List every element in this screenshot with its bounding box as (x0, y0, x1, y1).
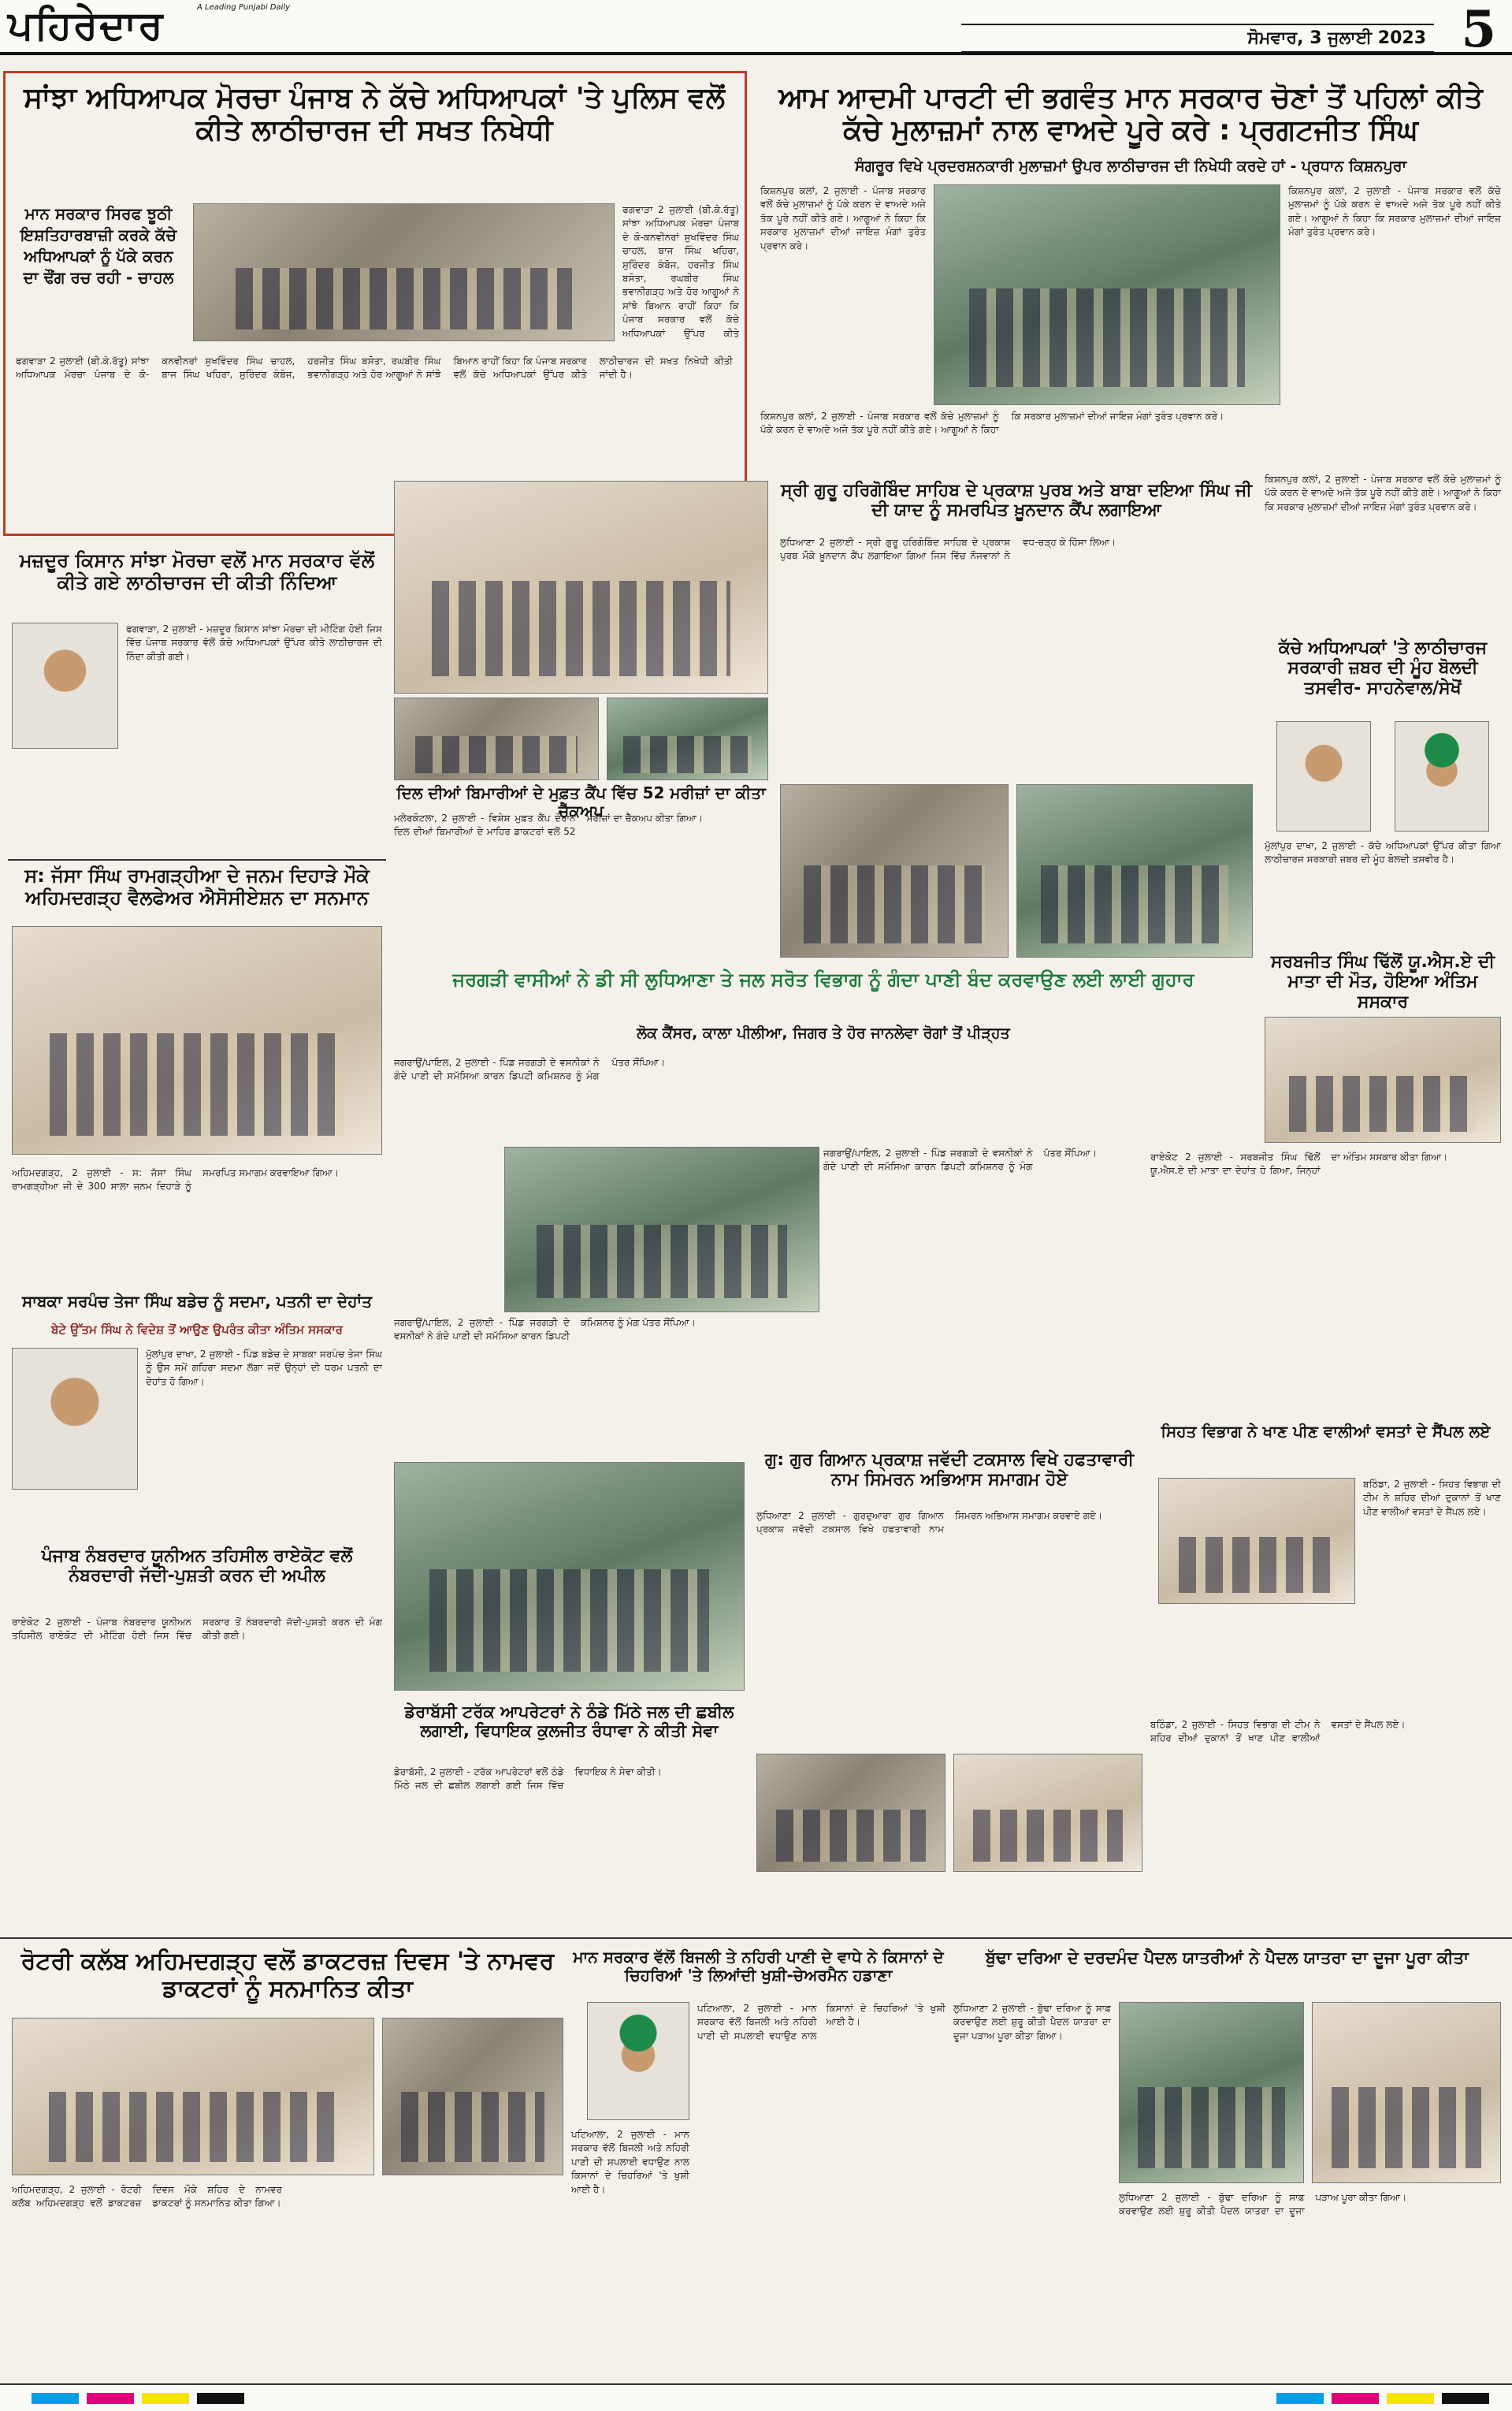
newspaper-logo: ਪਹਿਰੇਦਾਰ (8, 2, 165, 48)
lathicharge-portrait-2 (1395, 721, 1489, 832)
divider (0, 1937, 1512, 1939)
aap-group-photo (934, 184, 1280, 405)
cyan-swatch (1276, 2393, 1324, 2404)
mazdoor-headline: ਮਜ਼ਦੂਰ ਕਿਸਾਨ ਸਾਂਝਾ ਮੋਰਚਾ ਵਲੋਂ ਮਾਨ ਸਰਕਾਰ ਵੱਲੋਂ ਕੀਤੇ ਗਏ ਲਾਠੀਚਾਰਜ ਦੀ ਕੀਤੀ ਨਿੰਦਿਆ (19, 549, 375, 593)
sarabjit-headline: ਸਰਬਜੀਤ ਸਿੰਘ ਢਿੱਲੋਂ ਯੂ.ਐਸ.ਏ ਦੀ ਮਾਤਾ ਦੀ ਮੌਤ, ਹੋਇਆ ਅੰਤਿਮ ਸਸਕਾਰ (1270, 952, 1495, 1012)
morcha-body-right: ਫਗਵਾੜਾ 2 ਜੁਲਾਈ (ਬੀ.ਕੇ.ਰੱਤੂ) ਸਾਂਝਾ ਅਧਿਆਪਕ ਮੋਰਚਾ ਪੰਜਾਬ ਦੇ ਕੋ-ਕਨਵੀਨਰਾਂ ਸੁਖਵਿੰਦਰ ਸਿੰਘ ਚਾਹਲ, ਬਾਜ ਸਿੰਘ ਖਹਿਰਾ, ਸੁਰਿੰਦਰ ਕੰਬੋਜ, ਹਰਜੀਤ ਸਿੰਘ ਬਸੋਤਾ, ਰਘਬੀਰ ਸਿੰਘ ਭਵਾਨੀਗੜ੍ਹ ਅਤੇ ਹੋਰ ਆਗੂਆਂ ਨੇ ਸਾਂਝੇ ਬਿਆਨ ਰਾਹੀਂ ਕਿਹਾ ਕਿ ਪੰਜਾਬ ਸਰਕਾਰ ਵਲੋਂ ਕੱਚੇ ਅਧਿਆਪਕਾਂ ਉੱਪਰ ਕੀਤੇ (622, 204, 739, 339)
guru-harigobind-photo-2 (1016, 784, 1253, 958)
morcha-deck: ਮਾਨ ਸਰਕਾਰ ਸਿਰਫ ਝੂਠੀ ਇਸ਼ਤਿਹਾਰਬਾਜ਼ੀ ਕਰਕੇ ਕੱਚੇ ਅਧਿਆਪਕਾਂ ਨੂੰ ਪੱਕੇ ਕਰਨ ਦਾ ਢੌਂਗ ਰਚ ਰਹੀ - ਚਾਹਲ (20, 204, 177, 287)
aap-body-right: ਕਿਸ਼ਨਪੁਰ ਕਲਾਂ, 2 ਜੁਲਾਈ - ਪੰਜਾਬ ਸਰਕਾਰ ਵਲੋਂ ਕੱਚੇ ਮੁਲਾਜ਼ਮਾਂ ਨੂੰ ਪੱਕੇ ਕਰਨ ਦੇ ਵਾਅਦੇ ਅਜੇ ਤੱਕ ਪੂਰੇ ਨਹੀਂ ਕੀਤੇ ਗਏ। ਆਗੂਆਂ ਨੇ ਕਿਹਾ ਕਿ ਸਰਕਾਰ ਮੁਲਾਜ਼ਮਾਂ ਦੀਆਂ ਜਾਇਜ਼ ਮੰਗਾਂ ਤੁਰੰਤ ਪ੍ਰਵਾਨ ਕਰੇ। (1288, 185, 1501, 238)
rotary-photo-1 (12, 2018, 374, 2175)
gurmat-headline: ਗੁ: ਗੁਰ ਗਿਆਨ ਪ੍ਰਕਾਸ਼ ਜਵੱਦੀ ਟਕਸਾਲ ਵਿਖੇ ਹਫਤਾਵਾਰੀ ਨਾਮ ਸਿਮਰਨ ਅਭਿਆਸ ਸਮਾਗਮ ਹੋਏ (764, 1450, 1135, 1490)
heart-camp-photo-1 (394, 481, 768, 694)
aap-body-left: ਕਿਸ਼ਨਪੁਰ ਕਲਾਂ, 2 ਜੁਲਾਈ - ਪੰਜਾਬ ਸਰਕਾਰ ਵਲੋਂ ਕੱਚੇ ਮੁਲਾਜ਼ਮਾਂ ਨੂੰ ਪੱਕੇ ਕਰਨ ਦੇ ਵਾਅਦੇ ਅਜੇ ਤੱਕ ਪੂਰੇ ਨਹੀਂ ਕੀਤੇ ਗਏ। ਆਗੂਆਂ ਨੇ ਕਿਹਾ ਕਿ ਸਰਕਾਰ ਮੁਲਾਜ਼ਮਾਂ ਦੀਆਂ ਜਾਇਜ਼ ਮੰਗਾਂ ਤੁਰੰਤ ਪ੍ਰਵਾਨ ਕਰੇ। (760, 185, 926, 251)
black-swatch (197, 2393, 244, 2404)
sihat-photo (1158, 1478, 1355, 1604)
ramgarhia-body: ਅਹਿਮਦਗੜ੍ਹ, 2 ਜੁਲਾਈ - ਸ: ਜੱਸਾ ਸਿੰਘ ਰਾਮਗੜ੍ਹੀਆ ਜੀ ਦੇ 300 ਸਾਲਾ ਜਨਮ ਦਿਹਾੜੇ ਨੂੰ ਸਮਰਪਿਤ ਸਮਾਗਮ ਕਰਵਾਇਆ ਗਿਆ। (12, 1167, 340, 1192)
sihat-body: ਬਠਿੰਡਾ, 2 ਜੁਲਾਈ - ਸਿਹਤ ਵਿਭਾਗ ਦੀ ਟੀਮ ਨੇ ਸ਼ਹਿਰ ਦੀਆਂ ਦੁਕਾਨਾਂ ਤੋਂ ਖਾਣ ਪੀਣ ਵਾਲੀਆਂ ਵਸਤਾਂ ਦੇ ਸੈਂਪਲ ਲਏ। (1363, 1479, 1501, 1517)
lathicharge-headline: ਕੱਚੇ ਅਧਿਆਪਕਾਂ 'ਤੇ ਲਾਠੀਚਾਰਜ ਸਰਕਾਰੀ ਜ਼ਬਰ ਦੀ ਮੂੰਹ ਬੋਲਦੀ ਤਸਵੀਰ- ਸਾਹਨੇਵਾਲ/ਸੇਖੋਂ (1278, 638, 1488, 698)
heart-camp-photo-3 (607, 698, 768, 780)
lathicharge-portrait-1 (1276, 721, 1371, 832)
gurmat-photo-2 (953, 1754, 1142, 1872)
bijli-portrait (587, 2002, 689, 2120)
sihat-headline: ਸਿਹਤ ਵਿਭਾਗ ਨੇ ਖਾਣ ਪੀਣ ਵਾਲੀਆਂ ਵਸਤਾਂ ਦੇ ਸੈਂਪਲ ਲਏ (1161, 1422, 1491, 1441)
budha-dariya-photo-1 (1119, 2002, 1304, 2183)
tagline: A Leading Punjabi Daily (197, 3, 291, 12)
divider (8, 859, 386, 861)
guru-harigobind-body: ਲੁਧਿਆਣਾ 2 ਜੁਲਾਈ - ਸ੍ਰੀ ਗੁਰੂ ਹਰਿਗੋਬਿੰਦ ਸਾਹਿਬ ਦੇ ਪ੍ਰਕਾਸ਼ ਪੁਰਬ ਮੌਕੇ ਖ਼ੂਨਦਾਨ ਕੈਂਪ ਲਗਾਇਆ ਗਿਆ ਜਿਸ ਵਿੱਚ ਨੌਜਵਾਨਾਂ ਨੇ ਵਧ-ਚੜ੍ਹ ਕੇ ਹਿੱਸਾ ਲਿਆ। (780, 537, 1116, 562)
budha-dariya-body-2: ਲੁਧਿਆਣਾ 2 ਜੁਲਾਈ - ਬੁੱਢਾ ਦਰਿਆ ਨੂੰ ਸਾਫ਼ ਕਰਵਾਉਣ ਲਈ ਸ਼ੁਰੂ ਕੀਤੀ ਪੈਦਲ ਯਾਤਰਾ ਦਾ ਦੂਜਾ ਪੜਾਅ ਪੂਰਾ ਕੀਤਾ ਗਿਆ। (1119, 2192, 1407, 2217)
budha-dariya-body: ਲੁਧਿਆਣਾ 2 ਜੁਲਾਈ - ਬੁੱਢਾ ਦਰਿਆ ਨੂੰ ਸਾਫ਼ ਕਰਵਾਉਣ ਲਈ ਸ਼ੁਰੂ ਕੀਤੀ ਪੈਦਲ ਯਾਤਰਾ ਦਾ ਦੂਜਾ ਪੜਾਅ ਪੂਰਾ ਕੀਤਾ ਗਿਆ। (953, 2003, 1111, 2041)
ramgarhia-headline: ਸ: ਜੱਸਾ ਸਿੰਘ ਰਾਮਗੜ੍ਹੀਆ ਦੇ ਜਨਮ ਦਿਹਾੜੇ ਮੌਕੇ ਅਹਿਮਦਗੜ੍ਹ ਵੈਲਫੇਅਰ ਐਸੋਸੀਏਸ਼ਨ ਦਾ ਸਨਮਾਨ (24, 865, 370, 909)
yellow-swatch (1387, 2393, 1434, 2404)
jarganj-body-3: ਜਗਰਾਉਂ/ਪਾਇਲ, 2 ਜੁਲਾਈ - ਪਿੰਡ ਜਰਗੜੀ ਦੇ ਵਸਨੀਕਾਂ ਨੇ ਗੰਦੇ ਪਾਣੀ ਦੀ ਸਮੱਸਿਆ ਕਾਰਨ ਡਿਪਟੀ ਕਮਿਸ਼ਨਰ ਨੂੰ ਮੰਗ ਪੱਤਰ ਸੌਂਪਿਆ। (394, 1317, 696, 1342)
masthead (0, 0, 1512, 59)
rotary-headline: ਰੋਟਰੀ ਕਲੱਬ ਅਹਿਮਦਗੜ੍ਹ ਵਲੋਂ ਡਾਕਟਰਜ਼ ਦਿਵਸ 'ਤੇ ਨਾਮਵਰ ਡਾਕਟਰਾਂ ਨੂੰ ਸਨਮਾਨਿਤ ਕੀਤਾ (20, 1948, 555, 2003)
mazdoor-portrait (12, 623, 118, 749)
sarpanch-deck: ਬੇਟੇ ਉੱਤਮ ਸਿੰਘ ਨੇ ਵਿਦੇਸ਼ ਤੋਂ ਆਉਣ ਉਪਰੰਤ ਕੀਤਾ ਅੰਤਿਮ ਸਸਕਾਰ (51, 1323, 343, 1337)
aap-headline: ਆਮ ਆਦਮੀ ਪਾਰਟੀ ਦੀ ਭਗਵੰਤ ਮਾਨ ਸਰਕਾਰ ਚੋਣਾਂ ਤੋਂ ਪਹਿਲਾਂ ਕੀਤੇ ਕੱਚੇ ਮੁਲਾਜ਼ਮਾਂ ਨਾਲ ਵਾਅਦੇ ਪੂਰੇ ਕਰੇ : ਪ੍ਰਗਟਜੀਤ ਸਿੰਘ (778, 82, 1483, 147)
sarpanch-headline: ਸਾਬਕਾ ਸਰਪੰਚ ਤੇਜਾ ਸਿੰਘ ਬਡੇਚ ਨੂੰ ਸਦਮਾ, ਪਤਨੀ ਦਾ ਦੇਹਾਂਤ (21, 1292, 373, 1311)
budha-dariya-headline: ਬੁੱਢਾ ਦਰਿਆ ਦੇ ਦਰਦਮੰਦ ਪੈਦਲ ਯਾਤਰੀਆਂ ਨੇ ਪੈਦਲ ਯਾਤਰਾ ਦਾ ਦੂਜਾ ਪੂਰਾ ਕੀਤਾ (985, 1948, 1469, 1967)
chhabil-headline: ਡੇਰਾਬੱਸੀ ਟਰੱਕ ਆਪਰੇਟਰਾਂ ਨੇ ਠੰਡੇ ਮਿੱਠੇ ਜਲ ਦੀ ਛਬੀਲ ਲਗਾਈ, ਵਿਧਾਇਕ ਕੁਲਜੀਤ ਰੰਧਾਵਾ ਨੇ ਕੀਤੀ ਸੇਵਾ (404, 1702, 734, 1741)
sihat-body-2: ਬਠਿੰਡਾ, 2 ਜੁਲਾਈ - ਸਿਹਤ ਵਿਭਾਗ ਦੀ ਟੀਮ ਨੇ ਸ਼ਹਿਰ ਦੀਆਂ ਦੁਕਾਨਾਂ ਤੋਂ ਖਾਣ ਪੀਣ ਵਾਲੀਆਂ ਵਸਤਾਂ ਦੇ ਸੈਂਪਲ ਲਏ। (1150, 1719, 1406, 1744)
heart-camp-body: ਮਲੇਰਕੋਟਲਾ, 2 ਜੁਲਾਈ - ਵਿਸ਼ੇਸ਼ ਮੁਫ਼ਤ ਕੈਂਪ ਦੌਰਾਨ ਦਿਲ ਦੀਆਂ ਬਿਮਾਰੀਆਂ ਦੇ ਮਾਹਿਰ ਡਾਕਟਰਾਂ ਵਲੋਂ 52 ਮਰੀਜ਼ਾਂ ਦਾ ਚੈੱਕਅਪ ਕੀਤਾ ਗਿਆ। (394, 813, 703, 838)
bijli-headline: ਮਾਨ ਸਰਕਾਰ ਵੱਲੋਂ ਬਿਜਲੀ ਤੇ ਨਹਿਰੀ ਪਾਣੀ ਦੇ ਵਾਧੇ ਨੇ ਕਿਸਾਨਾਂ ਦੇ ਚਿਹਰਿਆਂ 'ਤੇ ਲਿਆਂਦੀ ਖੁਸ਼ੀ-ਚੇਅਰਮੈਨ ਹਡਾਣਾ (573, 1948, 944, 1985)
rotary-photo-2 (382, 2018, 563, 2175)
chhabil-body: ਡੇਰਾਬੱਸੀ, 2 ਜੁਲਾਈ - ਟਰੱਕ ਆਪਰੇਟਰਾਂ ਵਲੋਂ ਠੰਡੇ ਮਿੱਠੇ ਜਲ ਦੀ ਛਬੀਲ ਲਗਾਈ ਗਈ ਜਿਸ ਵਿੱਚ ਵਿਧਾਇਕ ਨੇ ਸੇਵਾ ਕੀਤੀ। (394, 1766, 662, 1792)
chhabil-photo (394, 1462, 745, 1691)
bijli-body-2: ਪਟਿਆਲਾ, 2 ਜੁਲਾਈ - ਮਾਨ ਸਰਕਾਰ ਵੱਲੋਂ ਬਿਜਲੀ ਅਤੇ ਨਹਿਰੀ ਪਾਣੀ ਦੀ ਸਪਲਾਈ ਵਧਾਉਣ ਨਾਲ ਕਿਸਾਨਾਂ ਦੇ ਚਿਹਰਿਆਂ 'ਤੇ ਖੁਸ਼ੀ ਆਈ ਹੈ। (571, 2129, 689, 2195)
jarganj-photo (504, 1147, 819, 1312)
print-registration-bar (0, 2383, 1512, 2411)
sarpanch-body: ਮੁੱਲਾਂਪੁਰ ਦਾਖਾ, 2 ਜੁਲਾਈ - ਪਿੰਡ ਬਡੇਚ ਦੇ ਸਾਬਕਾ ਸਰਪੰਚ ਤੇਜਾ ਸਿੰਘ ਨੂੰ ਉਸ ਸਮੇਂ ਗਹਿਰਾ ਸਦਮਾ ਲੱਗਾ ਜਦੋਂ ਉਨ੍ਹਾਂ ਦੀ ਧਰਮ ਪਤਨੀ ਦਾ ਦੇਹਾਂਤ ਹੋ ਗਿਆ। (146, 1349, 382, 1387)
ramgarhia-photo (12, 926, 382, 1155)
numberdar-body: ਰਾਏਕੋਟ 2 ਜੁਲਾਈ - ਪੰਜਾਬ ਨੰਬਰਦਾਰ ਯੂਨੀਅਨ ਤਹਿਸੀਲ ਰਾਏਕੋਟ ਦੀ ਮੀਟਿੰਗ ਹੋਈ ਜਿਸ ਵਿੱਚ ਸਰਕਾਰ ਤੋਂ ਨੰਬਰਦਾਰੀ ਜੱਦੀ-ਪੁਸ਼ਤੀ ਕਰਨ ਦੀ ਮੰਗ ਕੀਤੀ ਗਈ। (12, 1617, 382, 1642)
mazdoor-body: ਫਗਵਾੜਾ, 2 ਜੁਲਾਈ - ਮਜ਼ਦੂਰ ਕਿਸਾਨ ਸਾਂਝਾ ਮੋਰਚਾ ਦੀ ਮੀਟਿੰਗ ਹੋਈ ਜਿਸ ਵਿੱਚ ਪੰਜਾਬ ਸਰਕਾਰ ਵੱਲੋਂ ਕੱਚੇ ਅਧਿਆਪਕਾਂ ਉੱਪਰ ਕੀਤੇ ਲਾਠੀਚਾਰਜ ਦੀ ਨਿੰਦਾ ਕੀਤੀ ਗਈ। (126, 623, 382, 662)
aap-continued-body: ਕਿਸ਼ਨਪੁਰ ਕਲਾਂ, 2 ਜੁਲਾਈ - ਪੰਜਾਬ ਸਰਕਾਰ ਵਲੋਂ ਕੱਚੇ ਮੁਲਾਜ਼ਮਾਂ ਨੂੰ ਪੱਕੇ ਕਰਨ ਦੇ ਵਾਅਦੇ ਅਜੇ ਤੱਕ ਪੂਰੇ ਨਹੀਂ ਕੀਤੇ ਗਏ। ਆਗੂਆਂ ਨੇ ਕਿਹਾ ਕਿ ਸਰਕਾਰ ਮੁਲਾਜ਼ਮਾਂ ਦੀਆਂ ਜਾਇਜ਼ ਮੰਗਾਂ ਤੁਰੰਤ ਪ੍ਰਵਾਨ ਕਰੇ। (1265, 474, 1501, 512)
jarganj-body: ਜਗਰਾਉਂ/ਪਾਇਲ, 2 ਜੁਲਾਈ - ਪਿੰਡ ਜਰਗੜੀ ਦੇ ਵਸਨੀਕਾਂ ਨੇ ਗੰਦੇ ਪਾਣੀ ਦੀ ਸਮੱਸਿਆ ਕਾਰਨ ਡਿਪਟੀ ਕਮਿਸ਼ਨਰ ਨੂੰ ਮੰਗ ਪੱਤਰ ਸੌਂਪਿਆ। (394, 1057, 665, 1082)
sarpanch-portrait (12, 1348, 138, 1490)
rotary-body: ਅਹਿਮਦਗੜ੍ਹ, 2 ਜੁਲਾਈ - ਰੋਟਰੀ ਕਲੱਬ ਅਹਿਮਦਗੜ੍ਹ ਵਲੋਂ ਡਾਕਟਰਜ਼ ਦਿਵਸ ਮੌਕੇ ਸ਼ਹਿਰ ਦੇ ਨਾਮਵਰ ਡਾਕਟਰਾਂ ਨੂੰ ਸਨਮਾਨਿਤ ਕੀਤਾ ਗਿਆ। (12, 2184, 282, 2209)
guru-harigobind-photo-1 (780, 784, 1009, 958)
sarabjit-photo (1265, 1017, 1501, 1143)
morcha-headline: ਸਾਂਝਾ ਅਧਿਆਪਕ ਮੋਰਚਾ ਪੰਜਾਬ ਨੇ ਕੱਚੇ ਅਧਿਆਪਕਾਂ 'ਤੇ ਪੁਲਿਸ ਵਲੋਂ ਕੀਤੇ ਲਾਠੀਚਾਰਜ ਦੀ ਸਖਤ ਨਿਖੇਧੀ (24, 82, 725, 147)
magenta-swatch (1332, 2393, 1379, 2404)
lathicharge-body: ਮੁੱਲਾਂਪੁਰ ਦਾਖਾ, 2 ਜੁਲਾਈ - ਕੱਚੇ ਅਧਿਆਪਕਾਂ ਉੱਪਰ ਕੀਤਾ ਗਿਆ ਲਾਠੀਚਾਰਜ ਸਰਕਾਰੀ ਜ਼ਬਰ ਦੀ ਮੂੰਹ ਬੋਲਦੀ ਤਸਵੀਰ ਹੈ। (1265, 840, 1501, 865)
magenta-swatch (87, 2393, 134, 2404)
heart-camp-headline: ਦਿਲ ਦੀਆਂ ਬਿਮਾਰੀਆਂ ਦੇ ਮੁਫ਼ਤ ਕੈਂਪ ਵਿੱਚ 52 ਮਰੀਜ਼ਾਂ ਦਾ ਕੀਤਾ ਚੈੱਕਅਪ (396, 783, 766, 820)
gurmat-photo-1 (756, 1754, 945, 1872)
jarganj-deck: ਲੋਕ ਕੈਂਸਰ, ਕਾਲਾ ਪੀਲੀਆ, ਜਿਗਰ ਤੇ ਹੋਰ ਜਾਨਲੇਵਾ ਰੋਗਾਂ ਤੋਂ ਪੀੜ੍ਹਤ (637, 1025, 1010, 1042)
morcha-body: ਫਗਵਾੜਾ 2 ਜੁਲਾਈ (ਬੀ.ਕੇ.ਰੱਤੂ) ਸਾਂਝਾ ਅਧਿਆਪਕ ਮੋਰਚਾ ਪੰਜਾਬ ਦੇ ਕੋ-ਕਨਵੀਨਰਾਂ ਸੁਖਵਿੰਦਰ ਸਿੰਘ ਚਾਹਲ, ਬਾਜ ਸਿੰਘ ਖਹਿਰਾ, ਸੁਰਿੰਦਰ ਕੰਬੋਜ, ਹਰਜੀਤ ਸਿੰਘ ਬਸੋਤਾ, ਰਘਬੀਰ ਸਿੰਘ ਭਵਾਨੀਗੜ੍ਹ ਅਤੇ ਹੋਰ ਆਗੂਆਂ ਨੇ ਸਾਂਝੇ ਬਿਆਨ ਰਾਹੀਂ ਕਿਹਾ ਕਿ ਪੰਜਾਬ ਸਰਕਾਰ ਵਲੋਂ ਕੱਚੇ ਅਧਿਆਪਕਾਂ ਉੱਪਰ ਕੀਤੇ ਲਾਠੀਚਾਰਜ ਦੀ ਸਖਤ ਨਿਖੇਧੀ ਕੀਤੀ ਜਾਂਦੀ ਹੈ। (16, 355, 733, 381)
gurmat-body: ਲੁਧਿਆਣਾ 2 ਜੁਲਾਈ - ਗੁਰਦੁਆਰਾ ਗੁਰ ਗਿਆਨ ਪ੍ਰਕਾਸ਼ ਜਵੱਦੀ ਟਕਸਾਲ ਵਿਖੇ ਹਫਤਾਵਾਰੀ ਨਾਮ ਸਿਮਰਨ ਅਭਿਆਸ ਸਮਾਗਮ ਕਰਵਾਏ ਗਏ। (756, 1510, 1103, 1535)
aap-body-bottom: ਕਿਸ਼ਨਪੁਰ ਕਲਾਂ, 2 ਜੁਲਾਈ - ਪੰਜਾਬ ਸਰਕਾਰ ਵਲੋਂ ਕੱਚੇ ਮੁਲਾਜ਼ਮਾਂ ਨੂੰ ਪੱਕੇ ਕਰਨ ਦੇ ਵਾਅਦੇ ਅਜੇ ਤੱਕ ਪੂਰੇ ਨਹੀਂ ਕੀਤੇ ਗਏ। ਆਗੂਆਂ ਨੇ ਕਿਹਾ ਕਿ ਸਰਕਾਰ ਮੁਲਾਜ਼ਮਾਂ ਦੀਆਂ ਜਾਇਜ਼ ਮੰਗਾਂ ਤੁਰੰਤ ਪ੍ਰਵਾਨ ਕਰੇ। (760, 411, 1224, 436)
budha-dariya-photo-2 (1312, 2002, 1501, 2183)
black-swatch (1442, 2393, 1489, 2404)
numberdar-headline: ਪੰਜਾਬ ਨੰਬਰਦਾਰ ਯੂਨੀਅਨ ਤਹਿਸੀਲ ਰਾਏਕੋਟ ਵਲੋਂ ਨੰਬਰਦਾਰੀ ਜੱਦੀ-ਪੁਸ਼ਤੀ ਕਰਨ ਦੀ ਅਪੀਲ (41, 1546, 353, 1587)
page-number: 5 (1461, 0, 1496, 59)
jarganj-headline: ਜਰਗੜੀ ਵਾਸੀਆਂ ਨੇ ਡੀ ਸੀ ਲੁਧਿਆਣਾ ਤੇ ਜਲ ਸਰੋਤ ਵਿਭਾਗ ਨੂੰ ਗੰਦਾ ਪਾਣੀ ਬੰਦ ਕਰਵਾਉਣ ਲਈ ਲਾਈ ਗੁਹਾਰ (452, 969, 1194, 991)
cyan-swatch (32, 2393, 79, 2404)
guru-harigobind-headline: ਸ੍ਰੀ ਗੁਰੂ ਹਰਿਗੋਬਿੰਦ ਸਾਹਿਬ ਦੇ ਪ੍ਰਕਾਸ਼ ਪੁਰਬ ਅਤੇ ਬਾਬਾ ਦਇਆ ਸਿੰਘ ਜੀ ਦੀ ਯਾਦ ਨੂੰ ਸਮਰਪਿਤ ਖ਼ੂਨਦਾਨ ਕੈਂਪ ਲਗਾਇਆ (781, 481, 1252, 521)
morcha-group-photo (193, 203, 615, 341)
aap-deck: ਸੰਗਰੂਰ ਵਿਖੇ ਪ੍ਰਦਰਸ਼ਨਕਾਰੀ ਮੁਲਾਜ਼ਮਾਂ ਉਪਰ ਲਾਠੀਚਾਰਜ ਦੀ ਨਿਖੇਧੀ ਕਰਦੇ ਹਾਂ - ਪ੍ਰਧਾਨ ਕਿਸ਼ਨਪੁਰਾ (854, 158, 1407, 175)
heart-camp-photo-2 (394, 698, 599, 780)
yellow-swatch (142, 2393, 189, 2404)
bijli-body: ਪਟਿਆਲਾ, 2 ਜੁਲਾਈ - ਮਾਨ ਸਰਕਾਰ ਵੱਲੋਂ ਬਿਜਲੀ ਅਤੇ ਨਹਿਰੀ ਪਾਣੀ ਦੀ ਸਪਲਾਈ ਵਧਾਉਣ ਨਾਲ ਕਿਸਾਨਾਂ ਦੇ ਚਿਹਰਿਆਂ 'ਤੇ ਖੁਸ਼ੀ ਆਈ ਹੈ। (697, 2003, 945, 2041)
sarabjit-body: ਰਾਏਕੋਟ 2 ਜੁਲਾਈ - ਸਰਬਜੀਤ ਸਿੰਘ ਢਿੱਲੋਂ ਯੂ.ਐਸ.ਏ ਦੀ ਮਾਤਾ ਦਾ ਦੇਹਾਂਤ ਹੋ ਗਿਆ, ਜਿਨ੍ਹਾਂ ਦਾ ਅੰਤਿਮ ਸਸਕਾਰ ਕੀਤਾ ਗਿਆ। (1150, 1152, 1448, 1177)
dateline: ਸੋਮਵਾਰ, 3 ਜੁਲਾਈ 2023 (961, 24, 1434, 53)
jarganj-body-2: ਜਗਰਾਉਂ/ਪਾਇਲ, 2 ਜੁਲਾਈ - ਪਿੰਡ ਜਰਗੜੀ ਦੇ ਵਸਨੀਕਾਂ ਨੇ ਗੰਦੇ ਪਾਣੀ ਦੀ ਸਮੱਸਿਆ ਕਾਰਨ ਡਿਪਟੀ ਕਮਿਸ਼ਨਰ ਨੂੰ ਮੰਗ ਪੱਤਰ ਸੌਂਪਿਆ। (823, 1148, 1097, 1173)
